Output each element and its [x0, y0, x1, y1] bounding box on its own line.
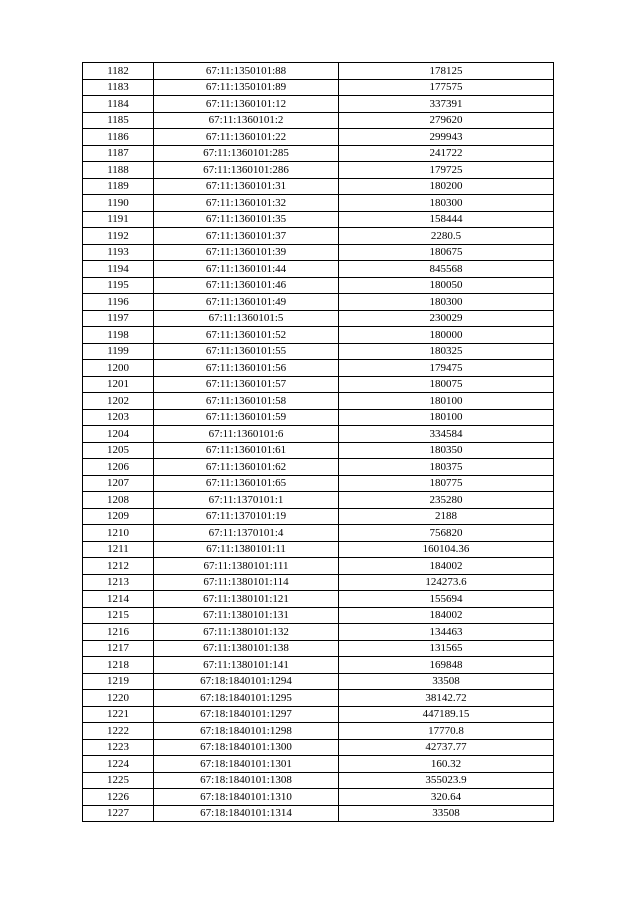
- table-row: [83, 211, 554, 228]
- value-cell: 180675: [339, 244, 554, 261]
- value-cell: 299943: [339, 129, 554, 146]
- value-cell: 334584: [339, 426, 554, 443]
- value-cell: 184002: [339, 607, 554, 624]
- cadastral-number-cell: 67:11:1350101:89: [154, 79, 339, 96]
- row-number-cell: 1223: [83, 739, 154, 756]
- table-row: [83, 525, 554, 542]
- value-cell: 33508: [339, 805, 554, 822]
- value-cell: 160104.36: [339, 541, 554, 558]
- table-row: [83, 772, 554, 789]
- table-row: [83, 409, 554, 426]
- value-cell: 17770.8: [339, 723, 554, 740]
- cadastral-number-cell: 67:11:1360101:57: [154, 376, 339, 393]
- value-cell: 756820: [339, 525, 554, 542]
- table-row: [83, 310, 554, 327]
- cadastral-number-cell: 67:11:1360101:58: [154, 393, 339, 410]
- value-cell: 241722: [339, 145, 554, 162]
- table-row: [83, 393, 554, 410]
- row-number-cell: 1187: [83, 145, 154, 162]
- table-row: [83, 244, 554, 261]
- value-cell: 178125: [339, 63, 554, 80]
- table-row: [83, 492, 554, 509]
- row-number-cell: 1186: [83, 129, 154, 146]
- value-cell: 33508: [339, 673, 554, 690]
- row-number-cell: 1204: [83, 426, 154, 443]
- cadastral-number-cell: 67:11:1360101:59: [154, 409, 339, 426]
- table-row: [83, 277, 554, 294]
- value-cell: 180350: [339, 442, 554, 459]
- cadastral-number-cell: 67:11:1360101:37: [154, 228, 339, 245]
- row-number-cell: 1209: [83, 508, 154, 525]
- row-number-cell: 1197: [83, 310, 154, 327]
- table-row: [83, 96, 554, 113]
- value-cell: 279620: [339, 112, 554, 129]
- cadastral-number-cell: 67:11:1360101:62: [154, 459, 339, 476]
- table-row: [83, 640, 554, 657]
- row-number-cell: 1195: [83, 277, 154, 294]
- value-cell: 180775: [339, 475, 554, 492]
- table-row: [83, 63, 554, 80]
- table-row: [83, 607, 554, 624]
- table-row: [83, 789, 554, 806]
- row-number-cell: 1218: [83, 657, 154, 674]
- table-row: [83, 459, 554, 476]
- row-number-cell: 1198: [83, 327, 154, 344]
- row-number-cell: 1224: [83, 756, 154, 773]
- row-number-cell: 1203: [83, 409, 154, 426]
- row-number-cell: 1211: [83, 541, 154, 558]
- value-cell: 179725: [339, 162, 554, 179]
- cadastral-number-cell: 67:18:1840101:1297: [154, 706, 339, 723]
- value-cell: 180325: [339, 343, 554, 360]
- table-row: [83, 508, 554, 525]
- row-number-cell: 1215: [83, 607, 154, 624]
- value-cell: 160.32: [339, 756, 554, 773]
- cadastral-number-cell: 67:11:1350101:88: [154, 63, 339, 80]
- table-row: [83, 261, 554, 278]
- row-number-cell: 1201: [83, 376, 154, 393]
- cadastral-value-table: [82, 62, 554, 822]
- row-number-cell: 1191: [83, 211, 154, 228]
- cadastral-number-cell: 67:11:1370101:19: [154, 508, 339, 525]
- cadastral-number-cell: 67:11:1380101:138: [154, 640, 339, 657]
- row-number-cell: 1200: [83, 360, 154, 377]
- row-number-cell: 1222: [83, 723, 154, 740]
- row-number-cell: 1213: [83, 574, 154, 591]
- cadastral-number-cell: 67:11:1380101:121: [154, 591, 339, 608]
- cadastral-number-cell: 67:11:1360101:6: [154, 426, 339, 443]
- cadastral-number-cell: 67:11:1380101:132: [154, 624, 339, 641]
- cadastral-number-cell: 67:11:1360101:32: [154, 195, 339, 212]
- row-number-cell: 1205: [83, 442, 154, 459]
- row-number-cell: 1225: [83, 772, 154, 789]
- table-row: [83, 673, 554, 690]
- table-row: [83, 541, 554, 558]
- table-row: [83, 558, 554, 575]
- cadastral-number-cell: 67:11:1370101:1: [154, 492, 339, 509]
- table-row: [83, 294, 554, 311]
- value-cell: 180100: [339, 409, 554, 426]
- value-cell: 180000: [339, 327, 554, 344]
- value-cell: 320.64: [339, 789, 554, 806]
- row-number-cell: 1212: [83, 558, 154, 575]
- value-cell: 180075: [339, 376, 554, 393]
- table-row: [83, 756, 554, 773]
- cadastral-number-cell: 67:11:1380101:131: [154, 607, 339, 624]
- table-row: [83, 360, 554, 377]
- row-number-cell: 1214: [83, 591, 154, 608]
- value-cell: 337391: [339, 96, 554, 113]
- row-number-cell: 1226: [83, 789, 154, 806]
- cadastral-number-cell: 67:18:1840101:1308: [154, 772, 339, 789]
- cadastral-number-cell: 67:11:1380101:111: [154, 558, 339, 575]
- cadastral-number-cell: 67:18:1840101:1295: [154, 690, 339, 707]
- value-cell: 42737.77: [339, 739, 554, 756]
- table-row: [83, 79, 554, 96]
- table-row: [83, 426, 554, 443]
- cadastral-number-cell: 67:11:1360101:35: [154, 211, 339, 228]
- cadastral-number-cell: 67:11:1360101:55: [154, 343, 339, 360]
- row-number-cell: 1202: [83, 393, 154, 410]
- cadastral-number-cell: 67:11:1360101:286: [154, 162, 339, 179]
- row-number-cell: 1193: [83, 244, 154, 261]
- value-cell: 155694: [339, 591, 554, 608]
- value-cell: 355023.9: [339, 772, 554, 789]
- value-cell: 180300: [339, 195, 554, 212]
- value-cell: 131565: [339, 640, 554, 657]
- row-number-cell: 1207: [83, 475, 154, 492]
- table-row: [83, 706, 554, 723]
- table-row: [83, 805, 554, 822]
- table-row: [83, 690, 554, 707]
- value-cell: 230029: [339, 310, 554, 327]
- cadastral-number-cell: 67:11:1380101:11: [154, 541, 339, 558]
- value-cell: 179475: [339, 360, 554, 377]
- value-cell: 177575: [339, 79, 554, 96]
- row-number-cell: 1183: [83, 79, 154, 96]
- table-row: [83, 162, 554, 179]
- cadastral-number-cell: 67:11:1360101:39: [154, 244, 339, 261]
- cadastral-number-cell: 67:18:1840101:1298: [154, 723, 339, 740]
- row-number-cell: 1220: [83, 690, 154, 707]
- cadastral-number-cell: 67:11:1360101:65: [154, 475, 339, 492]
- value-cell: 180375: [339, 459, 554, 476]
- value-cell: 134463: [339, 624, 554, 641]
- table-row: [83, 442, 554, 459]
- row-number-cell: 1216: [83, 624, 154, 641]
- table-row: [83, 327, 554, 344]
- row-number-cell: 1206: [83, 459, 154, 476]
- cadastral-number-cell: 67:11:1360101:46: [154, 277, 339, 294]
- cadastral-number-cell: 67:11:1360101:285: [154, 145, 339, 162]
- value-cell: 184002: [339, 558, 554, 575]
- value-cell: 180300: [339, 294, 554, 311]
- cadastral-number-cell: 67:18:1840101:1310: [154, 789, 339, 806]
- table-row: [83, 112, 554, 129]
- cadastral-number-cell: 67:11:1360101:12: [154, 96, 339, 113]
- cadastral-number-cell: 67:18:1840101:1301: [154, 756, 339, 773]
- table-row: [83, 624, 554, 641]
- value-cell: 180100: [339, 393, 554, 410]
- row-number-cell: 1192: [83, 228, 154, 245]
- row-number-cell: 1196: [83, 294, 154, 311]
- table-row: [83, 591, 554, 608]
- cadastral-number-cell: 67:11:1370101:4: [154, 525, 339, 542]
- row-number-cell: 1210: [83, 525, 154, 542]
- value-cell: 845568: [339, 261, 554, 278]
- value-cell: 2188: [339, 508, 554, 525]
- cadastral-number-cell: 67:11:1360101:22: [154, 129, 339, 146]
- cadastral-number-cell: 67:18:1840101:1294: [154, 673, 339, 690]
- row-number-cell: 1185: [83, 112, 154, 129]
- row-number-cell: 1194: [83, 261, 154, 278]
- value-cell: 158444: [339, 211, 554, 228]
- value-cell: 447189.15: [339, 706, 554, 723]
- cadastral-number-cell: 67:11:1380101:114: [154, 574, 339, 591]
- cadastral-number-cell: 67:11:1360101:5: [154, 310, 339, 327]
- cadastral-number-cell: 67:18:1840101:1300: [154, 739, 339, 756]
- cadastral-number-cell: 67:11:1360101:31: [154, 178, 339, 195]
- value-cell: 2280.5: [339, 228, 554, 245]
- row-number-cell: 1184: [83, 96, 154, 113]
- cadastral-number-cell: 67:18:1840101:1314: [154, 805, 339, 822]
- table-row: [83, 178, 554, 195]
- table-row: [83, 195, 554, 212]
- table-row: [83, 129, 554, 146]
- cadastral-number-cell: 67:11:1360101:2: [154, 112, 339, 129]
- table-body: [83, 63, 554, 822]
- row-number-cell: 1188: [83, 162, 154, 179]
- row-number-cell: 1190: [83, 195, 154, 212]
- row-number-cell: 1227: [83, 805, 154, 822]
- table-row: [83, 145, 554, 162]
- table-row: [83, 739, 554, 756]
- table-row: [83, 574, 554, 591]
- cadastral-number-cell: 67:11:1360101:44: [154, 261, 339, 278]
- row-number-cell: 1208: [83, 492, 154, 509]
- value-cell: 124273.6: [339, 574, 554, 591]
- table-row: [83, 475, 554, 492]
- cadastral-number-cell: 67:11:1380101:141: [154, 657, 339, 674]
- row-number-cell: 1221: [83, 706, 154, 723]
- row-number-cell: 1189: [83, 178, 154, 195]
- cadastral-number-cell: 67:11:1360101:49: [154, 294, 339, 311]
- value-cell: 180050: [339, 277, 554, 294]
- table-row: [83, 657, 554, 674]
- row-number-cell: 1182: [83, 63, 154, 80]
- cadastral-number-cell: 67:11:1360101:52: [154, 327, 339, 344]
- row-number-cell: 1217: [83, 640, 154, 657]
- value-cell: 169848: [339, 657, 554, 674]
- row-number-cell: 1219: [83, 673, 154, 690]
- cadastral-number-cell: 67:11:1360101:56: [154, 360, 339, 377]
- value-cell: 180200: [339, 178, 554, 195]
- table-row: [83, 376, 554, 393]
- table-row: [83, 343, 554, 360]
- cadastral-number-cell: 67:11:1360101:61: [154, 442, 339, 459]
- table-row: [83, 723, 554, 740]
- row-number-cell: 1199: [83, 343, 154, 360]
- value-cell: 38142.72: [339, 690, 554, 707]
- value-cell: 235280: [339, 492, 554, 509]
- table-row: [83, 228, 554, 245]
